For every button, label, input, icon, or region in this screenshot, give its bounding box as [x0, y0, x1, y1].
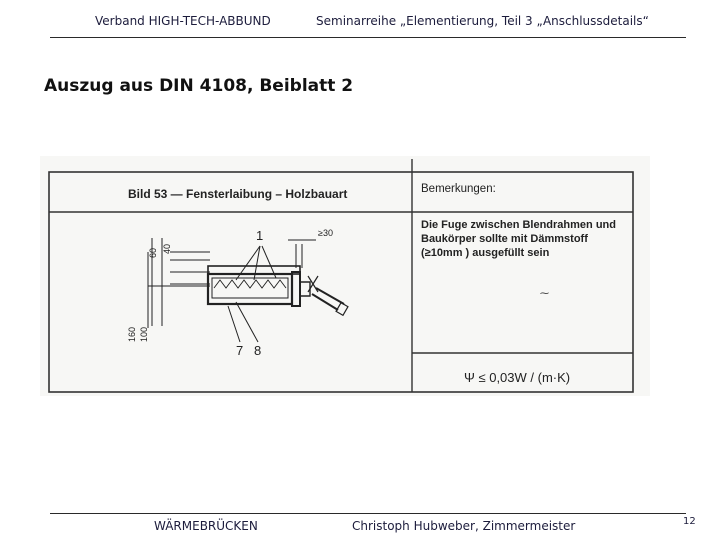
- dim-label-40: 40: [162, 243, 172, 254]
- page-number: 12: [683, 516, 696, 527]
- remark-line-3: (≥10mm ) ausgefüllt sein: [421, 247, 550, 259]
- part-label-8: 8: [254, 343, 262, 358]
- figure-drawing: [40, 156, 650, 396]
- footer-divider: [50, 513, 686, 514]
- scan-mark: ⁓: [540, 288, 549, 298]
- header-series: Seminarreihe „Elementierung, Teil 3 „Anschlussdetails“: [316, 14, 649, 28]
- dim-label-60: 60: [148, 247, 158, 258]
- figure-caption: Bild 53 — Fensterlaibung – Holzbauart: [128, 187, 348, 201]
- dim-label-ge30: ≥30: [318, 228, 333, 238]
- header-divider: [50, 37, 686, 38]
- remarks-heading: Bemerkungen:: [421, 183, 496, 195]
- remark-line-1: Die Fuge zwischen Blendrahmen und: [421, 219, 616, 231]
- footer-topic: WÄRMEBRÜCKEN: [154, 519, 258, 533]
- din-figure: [40, 156, 650, 396]
- dim-label-100: 100: [139, 326, 149, 342]
- dim-label-160: 160: [127, 326, 137, 342]
- page-title: Auszug aus DIN 4108, Beiblatt 2: [44, 76, 354, 96]
- part-label-1: 1: [256, 228, 264, 243]
- footer-author: Christoph Hubweber, Zimmermeister: [352, 519, 576, 533]
- part-label-7: 7: [236, 343, 244, 358]
- remark-line-2: Baukörper sollte mit Dämmstoff: [421, 233, 588, 245]
- figure-frame: [49, 172, 633, 392]
- wall-section: [148, 238, 348, 342]
- header-org: Verband HIGH-TECH-ABBUND: [95, 14, 271, 28]
- psi-value: Ψ ≤ 0,03W / (m·K): [464, 370, 571, 385]
